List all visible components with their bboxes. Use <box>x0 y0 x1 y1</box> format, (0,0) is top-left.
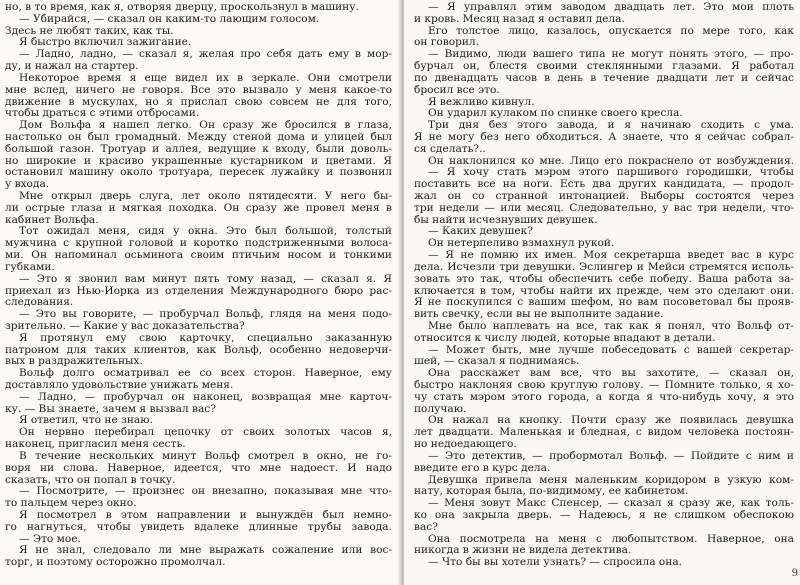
text-line: Я ответил, что не знаю. <box>19 415 153 427</box>
text-line: Я не поскупился с вашим шефом, но вам посоветовал бы прояв- <box>414 297 794 309</box>
text-line: Мне было наплевать на все, так как я понял, что Вольф от- <box>428 320 794 332</box>
text-line: — Может быть, мне лучше побеседовать с вашей секретар- <box>428 344 794 356</box>
text-line: — Видимо, люди вашего типа не могут понять этого, — про- <box>428 49 794 61</box>
text-line: следования. <box>5 297 74 309</box>
text-line: мужчина с крупной головой и коротко подстриженными волоса- <box>5 238 392 250</box>
text-line: Она посмотрела на меня с любопытством. Наверное, она <box>428 533 794 545</box>
text-line: — Посмотрите, — произнес он внезапно, показывая мне что- <box>19 486 392 498</box>
text-line: вых в раздражительных. <box>5 356 143 368</box>
text-line: Его толстое лицо, казалось, опускается по мере того, как <box>428 25 794 37</box>
text-line: ключается в том, чтобы найти их прежде, чем это сделают они. <box>414 285 794 297</box>
text-line: Он нервно перебирал цепочку от своих золотых часов я, <box>19 427 392 439</box>
text-line: настолько он был громадный. Между стеной дома и улицей был <box>5 131 392 143</box>
text-line: — Я не помню их имен. Моя секретарша введет вас в курс <box>428 250 794 262</box>
text-line: лет двадцати. Маленькая и бледная, с видом человека постоян- <box>414 427 794 439</box>
text-line: — Это мое. <box>19 533 81 545</box>
text-line: быстро наклоняя свою круглую голову. — Помните только, я хо- <box>414 380 794 391</box>
text-line: мне вслед, ничего не говоря. Все это вызвало у меня какое-то <box>5 84 392 96</box>
text-line: — Ладно, ладно, — сказал я, желая про себя дать ему в мор- <box>19 49 392 61</box>
text-line: Он нетерпеливо взмахнул рукой. <box>428 238 615 250</box>
text-line: — Убирайся, — сказал он каким-то лающим голосом. <box>19 13 320 25</box>
text-line: но недоедающего. <box>414 439 517 451</box>
text-line: бурчал он, блестя своими стеклянными глазами. Я работал <box>414 61 794 73</box>
text-line: Здесь не любят таких, как ты. <box>5 25 174 37</box>
text-line: — Это детектив, — пробормотал Вольф. — Пойдите с ним и <box>428 450 794 462</box>
page-number: 9 <box>791 568 798 579</box>
text-line: ку. — Вы знаете, зачем я вызвал вас? <box>5 403 216 415</box>
text-line: получаю. <box>414 403 467 415</box>
text-line: вить свечку, если вы не выполните задание. <box>414 309 664 321</box>
text-line: относится к числу людей, которые впадают в детали. <box>414 332 716 344</box>
text-line: — Ладно, — пробурчал он наконец, возвращая мне карточ- <box>19 391 392 403</box>
text-line: ли острые глаза и мягкая походка. Он сразу же провел меня в <box>5 202 392 214</box>
text-line: Девушка привела меня маленьким коридором в узкую ком- <box>428 474 794 486</box>
text-line: — Каких девушек? <box>428 226 533 238</box>
text-line: Он ударил кулаком по спинке своего кресла. <box>428 108 683 120</box>
text-line: Некоторое время я еще видел их в зеркале. Они смотрели <box>19 72 392 84</box>
text-line: никогда в жизни не видела детектива. <box>414 545 632 557</box>
text-line: Я протянул ему свою карточку, специально заказанную <box>19 332 392 344</box>
right-page <box>404 0 800 585</box>
text-line: Я быстро включил зажигание. <box>19 37 192 49</box>
text-line: ся сделать?.. <box>414 143 486 155</box>
text-line: но, в то время, как я, отворяя дверцу, проскользнул в машину. <box>5 2 359 13</box>
text-line: — Что бы вы хотели узнать? — спросила она. <box>428 557 683 569</box>
text-line: чтобы драться с этими отбросами. <box>5 108 200 120</box>
text-line: но широкие и красиво украшенные кустарником и цветами. Я <box>5 155 392 167</box>
text-line: по двенадцать часов в день в течение двадцати лет и сейчас <box>414 72 794 84</box>
text-line: Я вежливо кивнул. <box>428 96 535 108</box>
text-line: введите его в курс дела. <box>414 462 551 474</box>
text-line: приехал из Нью-Йорка из отделения Международного бюро рас- <box>5 285 392 297</box>
text-line: движение в мускулах, но я прислал свою совсем не для того, <box>5 96 392 108</box>
text-line: наконец, пригласил меня сесть. <box>5 439 186 451</box>
text-line: патроном для таких клиентов, как Вольф, особенно недоверчи- <box>5 344 392 356</box>
text-line: Три дня без этого завода, и я начинаю сходить с ума. <box>428 120 794 132</box>
text-line: большой газон. Тротуар и аллея, ведущие к входу, были доволь- <box>5 143 392 155</box>
text-line: Он наклонился ко мне. Лицо его покраснело от возбуждения. <box>428 155 794 167</box>
text-line: кабинет Вольфа. <box>5 214 99 226</box>
text-line: доставляло удовольствие унижать меня. <box>5 380 234 391</box>
text-line: торг, и поэтому осторожно промолчал. <box>5 557 226 569</box>
text-line: Вольф долго осматривал ее со всех сторон. Наверное, ему <box>19 368 392 380</box>
text-line: зовать это так, чтобы обеспечить себе победу. Ваша работа за- <box>414 273 794 285</box>
right-page-text <box>414 2 794 569</box>
text-line: го нагнуться, чтобы увидеть вдалеке длинные трубы завода. <box>5 521 392 533</box>
text-line: остановил машину около тротуара, пересек лужайку и позвонил <box>5 167 392 179</box>
text-line: и кровь. Месяц назад я оставил дела. <box>414 13 625 25</box>
text-line: бы найти исчезнувших девушек. <box>414 214 598 226</box>
text-line: Мне открыл дверь слуга, лет около пятидесяти. У него бы- <box>19 191 392 202</box>
text-line: Она расскажет вам все, что вы захотите, — сказал он, <box>428 368 794 380</box>
text-line: воря ни слова. Наверное, идеется, что мне надоест. И надо <box>5 462 392 474</box>
text-line: — Это вы говорите, — пробурчал Вольф, глядя на меня подо- <box>19 309 392 321</box>
text-line: шей, — сказал я поднимаясь. <box>414 356 580 368</box>
text-line: губками. <box>5 261 55 273</box>
text-line: дела. Исчезли три девушки. Эслингер и Мейси стремятся исполь- <box>414 261 794 273</box>
text-line: вас? <box>414 521 438 533</box>
text-line: ми. Он напоминал осьминога своим птичьим носом и тонкими <box>5 250 392 262</box>
text-line: поставить все на ноги. Есть два других кандидата, — продол- <box>414 179 794 191</box>
text-line: три недели — или месяц. Следовательно, у вас три недели, что- <box>414 202 794 214</box>
text-line: он говорил. <box>414 37 480 49</box>
text-line: то пальцем через окно. <box>5 498 137 510</box>
text-line: зрительно. — Какие у вас доказательства? <box>5 320 245 332</box>
text-line: чу стать мэром этого города, а когда я что-нибудь хочу, я это <box>414 391 794 403</box>
text-line: — Это я звонил вам минут пять тому назад, — сказал я. Я <box>19 273 392 285</box>
text-line: у входа. <box>5 179 50 191</box>
text-line: ко она закрыла дверь. — Надеюсь, я не слишком обеспокою <box>414 509 794 521</box>
text-line: Тот ожидал меня, сидя у окна. Это был большой, толстый <box>19 226 392 238</box>
text-line: Я посмотрел в этом направлении и вынуждён был немно- <box>19 509 392 521</box>
text-line: нату, которая была, по-видимому, ее кабинетом. <box>414 486 689 498</box>
text-line: Я не могу без него обходиться. А знаете, что я сейчас собрал- <box>414 131 794 143</box>
text-line: Дом Вольфа я нашел легко. Он сразу же бросился в глаза, <box>19 120 392 132</box>
text-line: ду, и нажал на стартер. <box>5 61 139 73</box>
text-line: В течение нескольких минут Вольф смотрел в окно, не го- <box>19 450 392 462</box>
text-line: Он нажал на кнопку. Почти сразу же появилась девушка <box>428 415 794 427</box>
left-page-text <box>5 2 392 569</box>
text-line: — Я управлял этим заводом двадцать лет. Это мои плоть <box>428 2 794 13</box>
text-line: — Я хочу стать мэром этого паршивого городишки, чтобы <box>428 167 794 179</box>
text-line: Я не знал, следовало ли мне выражать сожаление или вос- <box>19 545 392 557</box>
text-line: сказать, что он попал в точку. <box>5 474 176 486</box>
text-line: — Меня зовут Макс Спенсер, — сказал я сразу же, как толь- <box>428 498 794 510</box>
text-line: жал он со странной интонацией. Выборы состоятся через <box>414 191 794 202</box>
text-line: бросил все это. <box>414 84 500 96</box>
